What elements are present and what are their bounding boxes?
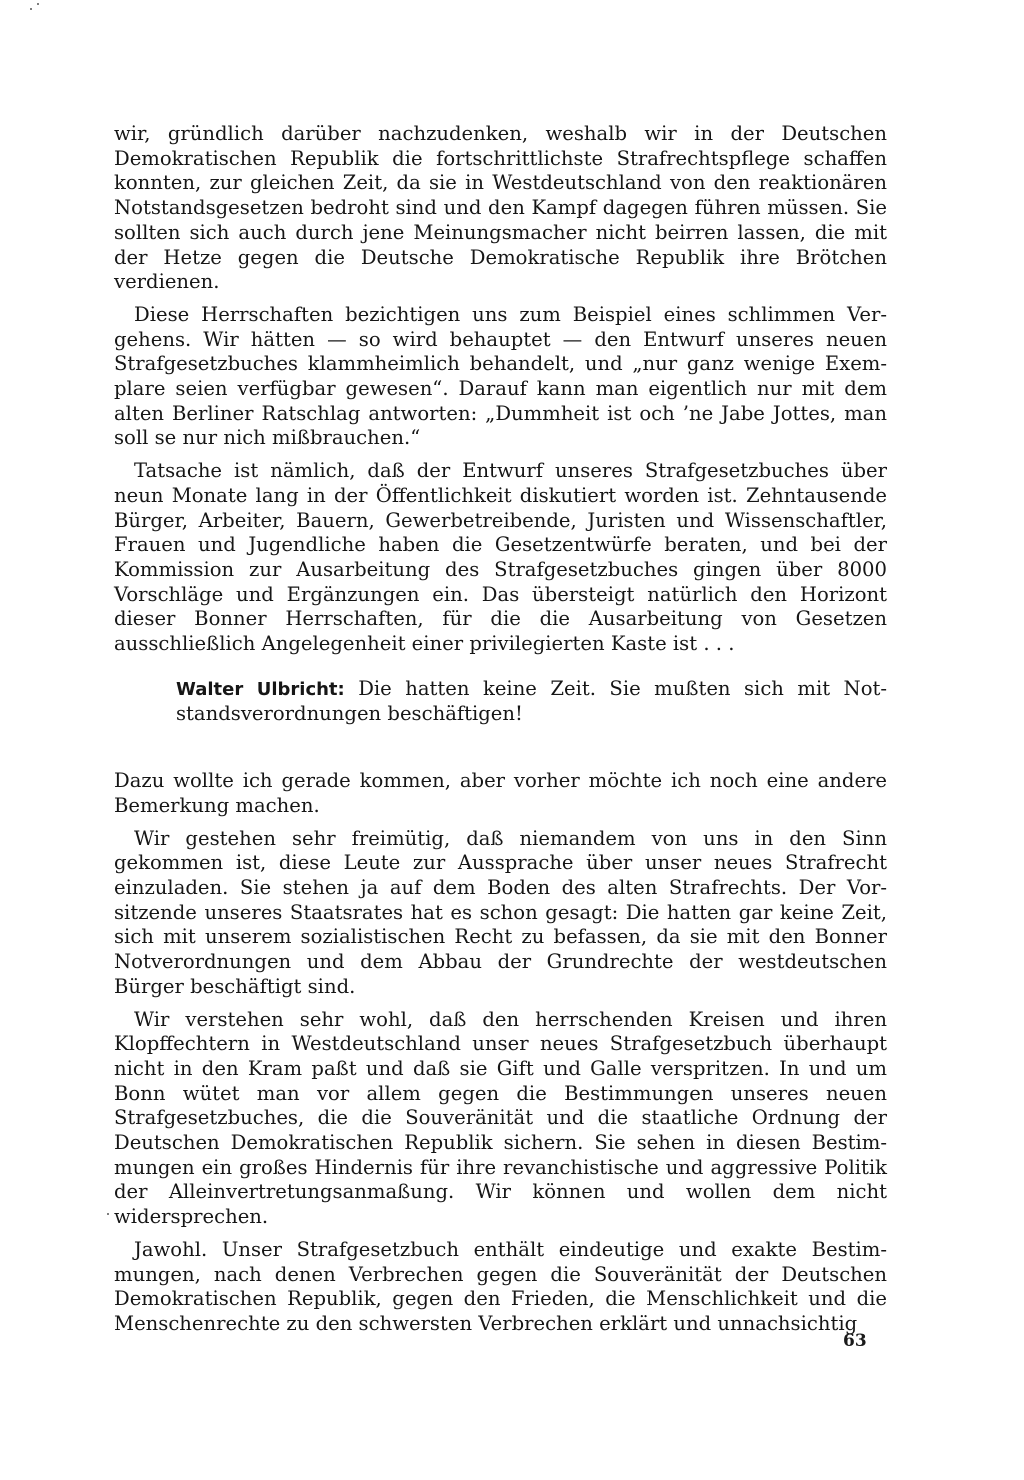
margin-speck [107, 1213, 109, 1215]
page-number: 63 [843, 1331, 867, 1351]
paragraph-4: Dazu wollte ich gerade kommen, aber vorher möchte ich noch eine andere Bemerkung machen. [114, 769, 887, 817]
paragraph-6: Wir verstehen sehr wohl, daß den herrschenden Kreisen und ihren Klopffechtern in Westdeutschland unser neues Strafgesetzbuch überhaupt nicht in den Kram paßt und daß sie Gift und Galle verspritzen. In und um Bonn wütet man vor allem gegen die Bestimmungen unseres neuen Strafgesetzbuches, die die Souveränität und die staatliche Ordnung der Deutschen Demokratischen Republik sichern. Sie sehen in diesen Bestimmungen ein großes Hindernis für ihre revanchistische und aggressive Politik der Alleinvertretungsanmaßung. Wir können und wollen dem nicht widersprechen. [114, 1007, 887, 1229]
paragraph-7: Jawohl. Unser Strafgesetzbuch enthält eindeutige und exakte Bestimmungen, nach denen Verbrechen gegen die Souveränität der Deutschen Demokratischen Republik, gegen den Frieden, die Menschlichkeit und die Menschenrechte zu den schwersten Verbrechen erklärt und unnachsichtig [114, 1237, 887, 1335]
interjection [176, 677, 887, 727]
paragraph-2: Diese Herrschaften bezichtigen uns zum Beispiel eines schlimmen Vergehens. Wir hätten — so wird behauptet — den Entwurf unseres neuen Strafgesetzbuches klammheimlich behandelt, und „nur ganz wenige Exemplare seien verfügbar gewesen“. Darauf kann man eigentlich nur mit dem alten Berliner Ratschlag antworten: „Dummheit ist och ’ne Jabe Jottes, man soll se nur nich mißbrauchen.“ [114, 302, 887, 450]
paragraph-3: Tatsache ist nämlich, daß der Entwurf unseres Strafgesetzbuches über neun Monate lang in der Öffentlichkeit diskutiert worden ist. Zehntausende Bürger, Arbeiter, Bauern, Gewerbetreibende, Juristen und Wissenschaftler, Frauen und Jugendliche haben die Gesetzentwürfe beraten, und bei der Kommission zur Ausarbeitung des Strafgesetzbuches gingen über 8000 Vorschläge und Ergänzungen ein. Das übersteigt natürlich den Horizont dieser Bonner Herrschaften, für die die Ausarbeitung von Gesetzen ausschließlich Angelegenheit einer privilegierten Kaste ist . . . [114, 459, 887, 656]
interjection-speaker: Walter Ulbricht: [176, 678, 345, 700]
margin-speck [30, 8, 32, 10]
margin-speck [37, 3, 39, 5]
page-body [114, 122, 887, 1345]
interjection-text: Die hatten keine Zeit. Sie mußten sich mit Notstandsverordnungen beschäftigen! [176, 676, 887, 726]
paragraph-1: wir, gründlich darüber nachzudenken, weshalb wir in der Deutschen Demokratischen Republik die fortschrittlichste Strafrechtspflege schaffen konnten, zur gleichen Zeit, da sie in Westdeutschland von den reaktionären Notstandsgesetzen bedroht sind und den Kampf dagegen führen müssen. Sie sollten sich auch durch jene Meinungsmacher nicht beirren lassen, die mit der Hetze gegen die Deutsche Demokratische Republik ihre Brötchen verdienen. [114, 122, 887, 294]
paragraph-5: Wir gestehen sehr freimütig, daß niemandem von uns in den Sinn gekommen ist, diese Leute zur Aussprache über unser neues Strafrecht einzuladen. Sie stehen ja auf dem Boden des alten Strafrechts. Der Vorsitzende unseres Staatsrates hat es schon gesagt: Die hatten gar keine Zeit, sich mit unserem sozialistischen Recht zu befassen, da sie mit den Bonner Notverordnungen und dem Abbau der Grundrechte der westdeutschen Bürger beschäftigt sind. [114, 826, 887, 998]
